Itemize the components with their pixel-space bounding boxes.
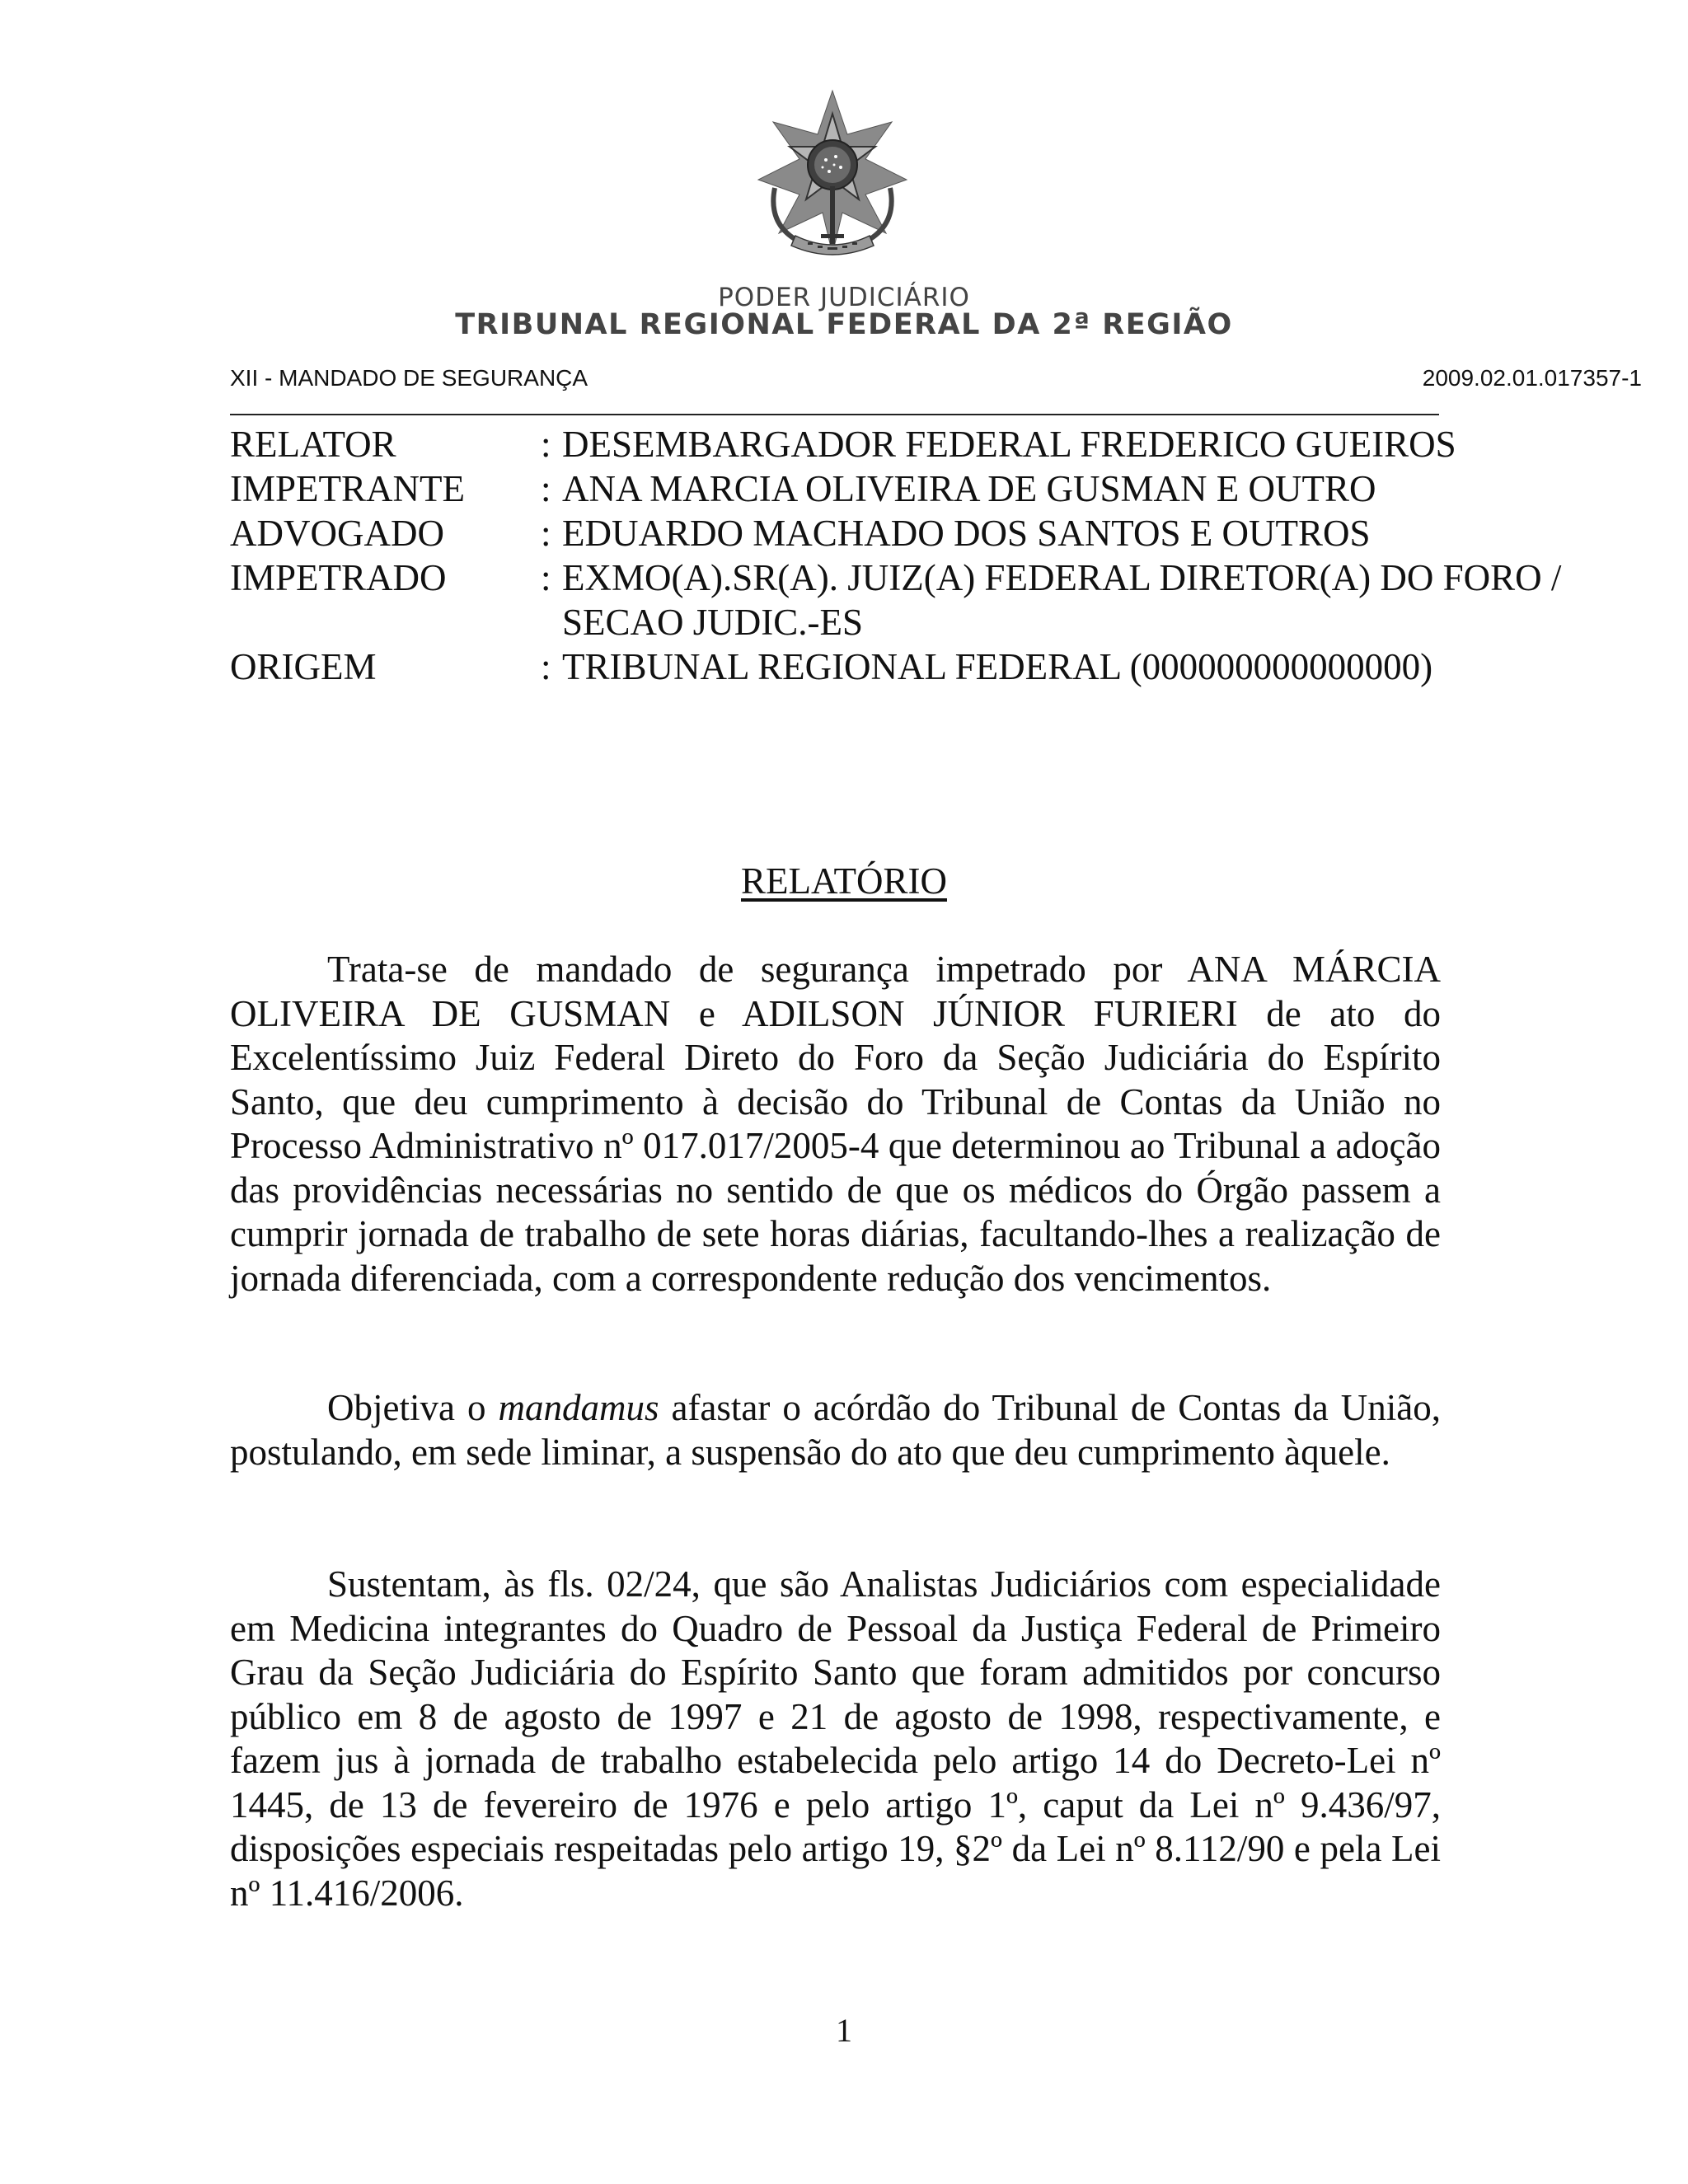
party-row-origem: [230, 644, 1648, 689]
parties-table: [230, 422, 1648, 689]
party-row-advogado: [230, 511, 1648, 555]
paragraph-2-text-end: afastar o acórdão do Tribunal de Contas da União, postulando, em sede liminar, a suspensão do ato que deu cumprimento àquele.: [230, 1387, 1441, 1473]
section-title: RELATÓRIO: [741, 860, 947, 902]
party-value: EDUARDO MACHADO DOS SANTOS E OUTROS: [562, 513, 1371, 554]
party-colon: :: [541, 468, 551, 509]
party-value: ANA MARCIA OLIVEIRA DE GUSMAN E OUTRO: [562, 468, 1376, 509]
party-label: IMPETRADO: [230, 557, 447, 598]
party-row-impetrado: [230, 555, 1648, 644]
paragraph-1-text: Trata-se de mandado de segurança impetrado por ANA MÁRCIA OLIVEIRA DE GUSMAN e ADILSON JÚNIOR FURIERI de ato do Excelentíssimo Juiz Federal Direto do Foro da Seção Judiciária do Espírito Santo, que deu cumprimento à decisão do Tribunal de Contas da União no Processo Administrativo nº 017.017/2005-4 que determinou ao Tribunal a adoção das providências necessárias no sentido de que os médicos do Órgão passem a cumprir jornada de trabalho de sete horas diárias, facultando-lhes a realização de jornada diferenciada, com a correspondente redução dos vencimentos.: [230, 949, 1441, 1299]
party-row-relator: [230, 422, 1648, 466]
header-divider: [230, 414, 1439, 415]
coat-of-arms-icon: [750, 89, 915, 262]
party-label: ORIGEM: [230, 646, 377, 687]
paragraph-2-italic-term: mandamus: [498, 1387, 659, 1428]
process-number: 2009.02.01.017357-1: [1422, 365, 1642, 391]
paragraph-3-text: Sustentam, às fls. 02/24, que são Analistas Judiciários com especialidade em Medicina integrantes do Quadro de Pessoal da Justiça Federal de Primeiro Grau da Seção Judiciária do Espírito Santo que foram admitidos por concurso público em 8 de agosto de 1997 e 21 de agosto de 1998, respectivamente, e fazem jus à jornada de trabalho estabelecida pelo artigo 14 do Decreto-Lei nº 1445, de 13 de fevereiro de 1976 e pelo artigo 1º, caput da Lei nº 9.436/97, disposições especiais respeitadas pelo artigo 19, §2º da Lei nº 8.112/90 e pela Lei nº 11.416/2006.: [230, 1563, 1441, 1914]
party-colon: :: [541, 646, 551, 687]
paragraph-2: [230, 1386, 1441, 1474]
party-value: TRIBUNAL REGIONAL FEDERAL (000000000000000): [562, 646, 1433, 687]
paragraph-2-text-start: Objetiva o: [327, 1387, 499, 1428]
institution-name: PODER JUDICIÁRIO: [718, 283, 970, 312]
process-type: XII - MANDADO DE SEGURANÇA: [230, 365, 588, 391]
party-label: ADVOGADO: [230, 513, 444, 554]
party-value: EXMO(A).SR(A). JUIZ(A) FEDERAL DIRETOR(A) DO FORO / SECAO JUDIC.-ES: [562, 557, 1562, 643]
party-label: RELATOR: [230, 424, 396, 465]
page-number: 1: [836, 2012, 852, 2049]
party-colon: :: [541, 424, 551, 465]
party-label: IMPETRANTE: [230, 468, 465, 509]
court-name: TRIBUNAL REGIONAL FEDERAL DA 2ª REGIÃO: [455, 308, 1233, 341]
party-row-impetrante: [230, 466, 1648, 511]
party-value: DESEMBARGADOR FEDERAL FREDERICO GUEIROS: [562, 424, 1456, 465]
paragraph-3: [230, 1563, 1441, 1915]
paragraph-1: [230, 948, 1441, 1301]
party-colon: :: [541, 513, 551, 554]
party-colon: :: [541, 557, 551, 598]
